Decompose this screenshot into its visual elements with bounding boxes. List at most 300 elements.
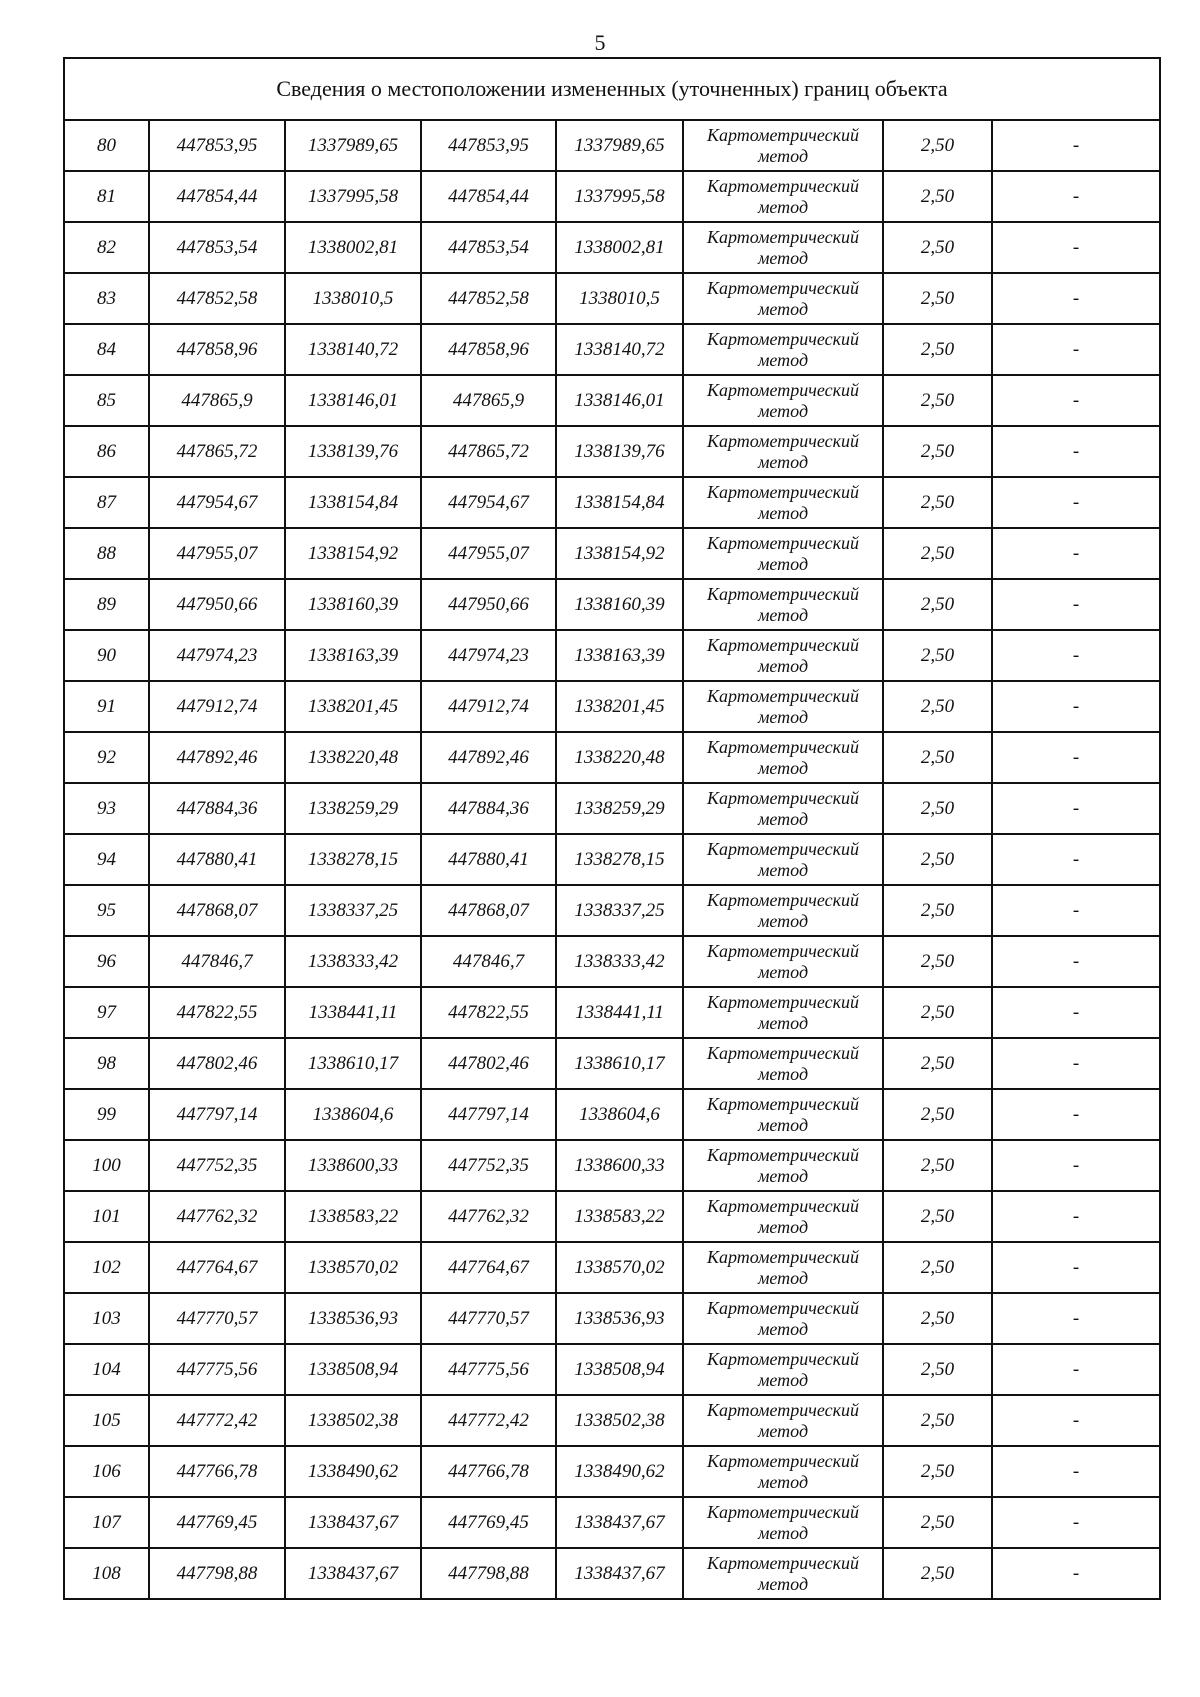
method-cell bbox=[683, 579, 883, 630]
new-x-cell: 447950,66 bbox=[421, 579, 556, 630]
table-row bbox=[64, 477, 1160, 528]
method-line-2: метод bbox=[757, 451, 809, 472]
accuracy-cell: 2,50 bbox=[883, 477, 992, 528]
point-number-cell: 100 bbox=[64, 1140, 149, 1191]
point-number-cell: 96 bbox=[64, 936, 149, 987]
new-y-cell: 1338002,81 bbox=[556, 222, 683, 273]
method-line-2: метод bbox=[757, 247, 809, 268]
accuracy-cell: 2,50 bbox=[883, 630, 992, 681]
point-number-cell: 92 bbox=[64, 732, 149, 783]
method-line-1: Картометрический bbox=[706, 1399, 859, 1420]
description-cell: - bbox=[992, 1446, 1160, 1497]
existing-y-cell: 1338490,62 bbox=[285, 1446, 421, 1497]
existing-y-cell: 1337995,58 bbox=[285, 171, 421, 222]
method-cell bbox=[683, 1242, 883, 1293]
existing-y-cell: 1338570,02 bbox=[285, 1242, 421, 1293]
new-y-cell: 1338154,84 bbox=[556, 477, 683, 528]
method-cell bbox=[683, 1293, 883, 1344]
point-number-cell: 108 bbox=[64, 1548, 149, 1599]
new-x-cell: 447822,55 bbox=[421, 987, 556, 1038]
existing-x-cell: 447884,36 bbox=[149, 783, 285, 834]
method-line-1: Картометрический bbox=[706, 328, 859, 349]
method-cell bbox=[683, 1344, 883, 1395]
existing-y-cell: 1338160,39 bbox=[285, 579, 421, 630]
accuracy-cell: 2,50 bbox=[883, 1446, 992, 1497]
existing-y-cell: 1338441,11 bbox=[285, 987, 421, 1038]
existing-y-cell: 1338610,17 bbox=[285, 1038, 421, 1089]
description-cell: - bbox=[992, 1038, 1160, 1089]
existing-x-cell: 447798,88 bbox=[149, 1548, 285, 1599]
existing-y-cell: 1338536,93 bbox=[285, 1293, 421, 1344]
existing-y-cell: 1338437,67 bbox=[285, 1548, 421, 1599]
table-row bbox=[64, 1293, 1160, 1344]
existing-x-cell: 447772,42 bbox=[149, 1395, 285, 1446]
description-cell: - bbox=[992, 732, 1160, 783]
accuracy-cell: 2,50 bbox=[883, 1089, 992, 1140]
point-number-cell: 85 bbox=[64, 375, 149, 426]
new-x-cell: 447762,32 bbox=[421, 1191, 556, 1242]
description-cell: - bbox=[992, 1344, 1160, 1395]
accuracy-cell: 2,50 bbox=[883, 222, 992, 273]
existing-x-cell: 447846,7 bbox=[149, 936, 285, 987]
method-cell bbox=[683, 477, 883, 528]
method-cell bbox=[683, 834, 883, 885]
point-number-cell: 105 bbox=[64, 1395, 149, 1446]
table-row bbox=[64, 732, 1160, 783]
existing-x-cell: 447770,57 bbox=[149, 1293, 285, 1344]
method-line-1: Картометрический bbox=[706, 889, 859, 910]
existing-x-cell: 447797,14 bbox=[149, 1089, 285, 1140]
existing-x-cell: 447865,72 bbox=[149, 426, 285, 477]
table-row bbox=[64, 120, 1160, 171]
existing-x-cell: 447769,45 bbox=[149, 1497, 285, 1548]
method-line-1: Картометрический bbox=[706, 1297, 859, 1318]
method-line-2: метод bbox=[757, 1471, 809, 1492]
new-x-cell: 447772,42 bbox=[421, 1395, 556, 1446]
new-x-cell: 447853,95 bbox=[421, 120, 556, 171]
new-y-cell: 1338536,93 bbox=[556, 1293, 683, 1344]
table-row bbox=[64, 1395, 1160, 1446]
method-line-2: метод bbox=[757, 145, 809, 166]
description-cell: - bbox=[992, 171, 1160, 222]
table-row bbox=[64, 681, 1160, 732]
existing-y-cell: 1338333,42 bbox=[285, 936, 421, 987]
method-line-2: метод bbox=[757, 1318, 809, 1339]
table-row bbox=[64, 1089, 1160, 1140]
new-x-cell: 447766,78 bbox=[421, 1446, 556, 1497]
method-cell bbox=[683, 273, 883, 324]
method-line-1: Картометрический bbox=[706, 1144, 859, 1165]
existing-x-cell: 447912,74 bbox=[149, 681, 285, 732]
accuracy-cell: 2,50 bbox=[883, 885, 992, 936]
description-cell: - bbox=[992, 120, 1160, 171]
existing-y-cell: 1338337,25 bbox=[285, 885, 421, 936]
accuracy-cell: 2,50 bbox=[883, 1497, 992, 1548]
description-cell: - bbox=[992, 579, 1160, 630]
method-line-1: Картометрический bbox=[706, 1348, 859, 1369]
new-y-cell: 1338333,42 bbox=[556, 936, 683, 987]
new-y-cell: 1338502,38 bbox=[556, 1395, 683, 1446]
table-row bbox=[64, 987, 1160, 1038]
method-cell bbox=[683, 681, 883, 732]
accuracy-cell: 2,50 bbox=[883, 1293, 992, 1344]
new-x-cell: 447955,07 bbox=[421, 528, 556, 579]
point-number-cell: 91 bbox=[64, 681, 149, 732]
accuracy-cell: 2,50 bbox=[883, 375, 992, 426]
existing-x-cell: 447954,67 bbox=[149, 477, 285, 528]
existing-x-cell: 447892,46 bbox=[149, 732, 285, 783]
new-x-cell: 447912,74 bbox=[421, 681, 556, 732]
point-number-cell: 101 bbox=[64, 1191, 149, 1242]
method-line-2: метод bbox=[757, 1165, 809, 1186]
new-x-cell: 447802,46 bbox=[421, 1038, 556, 1089]
new-x-cell: 447880,41 bbox=[421, 834, 556, 885]
existing-y-cell: 1338220,48 bbox=[285, 732, 421, 783]
table-row bbox=[64, 273, 1160, 324]
description-cell: - bbox=[992, 1191, 1160, 1242]
description-cell: - bbox=[992, 528, 1160, 579]
existing-y-cell: 1338154,84 bbox=[285, 477, 421, 528]
description-cell: - bbox=[992, 783, 1160, 834]
existing-y-cell: 1338259,29 bbox=[285, 783, 421, 834]
table-row bbox=[64, 579, 1160, 630]
method-line-1: Картометрический bbox=[706, 277, 859, 298]
accuracy-cell: 2,50 bbox=[883, 1344, 992, 1395]
method-line-2: метод bbox=[757, 655, 809, 676]
new-y-cell: 1338278,15 bbox=[556, 834, 683, 885]
description-cell: - bbox=[992, 885, 1160, 936]
point-number-cell: 104 bbox=[64, 1344, 149, 1395]
new-x-cell: 447954,67 bbox=[421, 477, 556, 528]
new-y-cell: 1338583,22 bbox=[556, 1191, 683, 1242]
new-y-cell: 1338437,67 bbox=[556, 1497, 683, 1548]
accuracy-cell: 2,50 bbox=[883, 579, 992, 630]
point-number-cell: 90 bbox=[64, 630, 149, 681]
method-line-2: метод bbox=[757, 706, 809, 727]
existing-y-cell: 1338600,33 bbox=[285, 1140, 421, 1191]
method-cell bbox=[683, 1446, 883, 1497]
point-number-cell: 98 bbox=[64, 1038, 149, 1089]
table-row bbox=[64, 885, 1160, 936]
method-line-1: Картометрический bbox=[706, 991, 859, 1012]
accuracy-cell: 2,50 bbox=[883, 1038, 992, 1089]
description-cell: - bbox=[992, 1242, 1160, 1293]
accuracy-cell: 2,50 bbox=[883, 324, 992, 375]
description-cell: - bbox=[992, 426, 1160, 477]
existing-y-cell: 1338502,38 bbox=[285, 1395, 421, 1446]
method-line-1: Картометрический bbox=[706, 124, 859, 145]
accuracy-cell: 2,50 bbox=[883, 1191, 992, 1242]
new-y-cell: 1338160,39 bbox=[556, 579, 683, 630]
method-cell bbox=[683, 528, 883, 579]
existing-x-cell: 447766,78 bbox=[149, 1446, 285, 1497]
new-y-cell: 1338508,94 bbox=[556, 1344, 683, 1395]
table-row bbox=[64, 528, 1160, 579]
existing-y-cell: 1338201,45 bbox=[285, 681, 421, 732]
existing-y-cell: 1338278,15 bbox=[285, 834, 421, 885]
method-line-1: Картометрический bbox=[706, 940, 859, 961]
point-number-cell: 84 bbox=[64, 324, 149, 375]
existing-x-cell: 447955,07 bbox=[149, 528, 285, 579]
existing-x-cell: 447868,07 bbox=[149, 885, 285, 936]
existing-x-cell: 447950,66 bbox=[149, 579, 285, 630]
method-line-1: Картометрический bbox=[706, 430, 859, 451]
new-y-cell: 1338610,17 bbox=[556, 1038, 683, 1089]
accuracy-cell: 2,50 bbox=[883, 987, 992, 1038]
new-y-cell: 1338154,92 bbox=[556, 528, 683, 579]
description-cell: - bbox=[992, 477, 1160, 528]
table-row bbox=[64, 1242, 1160, 1293]
accuracy-cell: 2,50 bbox=[883, 681, 992, 732]
point-number-cell: 103 bbox=[64, 1293, 149, 1344]
method-line-2: метод bbox=[757, 1420, 809, 1441]
method-line-2: метод bbox=[757, 1216, 809, 1237]
new-x-cell: 447752,35 bbox=[421, 1140, 556, 1191]
boundary-coordinates-table bbox=[63, 57, 1161, 1600]
method-line-1: Картометрический bbox=[706, 787, 859, 808]
page-number: 5 bbox=[594, 30, 606, 55]
method-line-2: метод bbox=[757, 1063, 809, 1084]
method-line-2: метод bbox=[757, 1573, 809, 1594]
new-y-cell: 1338220,48 bbox=[556, 732, 683, 783]
existing-x-cell: 447880,41 bbox=[149, 834, 285, 885]
accuracy-cell: 2,50 bbox=[883, 783, 992, 834]
description-cell: - bbox=[992, 1089, 1160, 1140]
new-y-cell: 1338600,33 bbox=[556, 1140, 683, 1191]
method-line-1: Картометрический bbox=[706, 481, 859, 502]
method-cell bbox=[683, 630, 883, 681]
existing-y-cell: 1338002,81 bbox=[285, 222, 421, 273]
existing-y-cell: 1338010,5 bbox=[285, 273, 421, 324]
table-row bbox=[64, 834, 1160, 885]
method-line-2: метод bbox=[757, 910, 809, 931]
new-x-cell: 447865,9 bbox=[421, 375, 556, 426]
point-number-cell: 107 bbox=[64, 1497, 149, 1548]
point-number-cell: 87 bbox=[64, 477, 149, 528]
method-cell bbox=[683, 375, 883, 426]
existing-y-cell: 1338154,92 bbox=[285, 528, 421, 579]
table-row bbox=[64, 426, 1160, 477]
table-row bbox=[64, 630, 1160, 681]
method-cell bbox=[683, 1140, 883, 1191]
existing-x-cell: 447852,58 bbox=[149, 273, 285, 324]
point-number-cell: 81 bbox=[64, 171, 149, 222]
new-y-cell: 1338490,62 bbox=[556, 1446, 683, 1497]
new-x-cell: 447884,36 bbox=[421, 783, 556, 834]
point-number-cell: 89 bbox=[64, 579, 149, 630]
new-x-cell: 447865,72 bbox=[421, 426, 556, 477]
table-row bbox=[64, 1548, 1160, 1599]
method-line-2: метод bbox=[757, 1369, 809, 1390]
method-line-2: метод bbox=[757, 298, 809, 319]
accuracy-cell: 2,50 bbox=[883, 171, 992, 222]
description-cell: - bbox=[992, 324, 1160, 375]
method-cell bbox=[683, 936, 883, 987]
existing-x-cell: 447802,46 bbox=[149, 1038, 285, 1089]
method-line-1: Картометрический bbox=[706, 838, 859, 859]
method-line-2: метод bbox=[757, 1522, 809, 1543]
new-x-cell: 447852,58 bbox=[421, 273, 556, 324]
accuracy-cell: 2,50 bbox=[883, 120, 992, 171]
table-row bbox=[64, 1191, 1160, 1242]
new-y-cell: 1338441,11 bbox=[556, 987, 683, 1038]
method-line-1: Картометрический bbox=[706, 685, 859, 706]
existing-y-cell: 1338604,6 bbox=[285, 1089, 421, 1140]
method-cell bbox=[683, 1191, 883, 1242]
table-row bbox=[64, 1038, 1160, 1089]
new-y-cell: 1338201,45 bbox=[556, 681, 683, 732]
method-line-1: Картометрический bbox=[706, 1195, 859, 1216]
new-y-cell: 1337995,58 bbox=[556, 171, 683, 222]
method-line-1: Картометрический bbox=[706, 532, 859, 553]
new-y-cell: 1338139,76 bbox=[556, 426, 683, 477]
table-row bbox=[64, 324, 1160, 375]
point-number-cell: 97 bbox=[64, 987, 149, 1038]
existing-x-cell: 447974,23 bbox=[149, 630, 285, 681]
point-number-cell: 88 bbox=[64, 528, 149, 579]
description-cell: - bbox=[992, 987, 1160, 1038]
point-number-cell: 99 bbox=[64, 1089, 149, 1140]
new-y-cell: 1338163,39 bbox=[556, 630, 683, 681]
new-y-cell: 1338010,5 bbox=[556, 273, 683, 324]
method-cell bbox=[683, 1089, 883, 1140]
new-y-cell: 1338146,01 bbox=[556, 375, 683, 426]
point-number-cell: 80 bbox=[64, 120, 149, 171]
accuracy-cell: 2,50 bbox=[883, 732, 992, 783]
existing-x-cell: 447853,95 bbox=[149, 120, 285, 171]
method-cell bbox=[683, 1497, 883, 1548]
method-cell bbox=[683, 222, 883, 273]
existing-y-cell: 1338583,22 bbox=[285, 1191, 421, 1242]
method-line-2: метод bbox=[757, 859, 809, 880]
method-cell bbox=[683, 171, 883, 222]
method-cell bbox=[683, 987, 883, 1038]
description-cell: - bbox=[992, 834, 1160, 885]
method-line-2: метод bbox=[757, 808, 809, 829]
existing-x-cell: 447858,96 bbox=[149, 324, 285, 375]
method-line-2: метод bbox=[757, 961, 809, 982]
new-x-cell: 447797,14 bbox=[421, 1089, 556, 1140]
method-line-2: метод bbox=[757, 757, 809, 778]
new-x-cell: 447892,46 bbox=[421, 732, 556, 783]
method-cell bbox=[683, 783, 883, 834]
existing-x-cell: 447775,56 bbox=[149, 1344, 285, 1395]
description-cell: - bbox=[992, 1293, 1160, 1344]
existing-y-cell: 1338146,01 bbox=[285, 375, 421, 426]
existing-y-cell: 1338163,39 bbox=[285, 630, 421, 681]
point-number-cell: 106 bbox=[64, 1446, 149, 1497]
description-cell: - bbox=[992, 936, 1160, 987]
method-line-1: Картометрический bbox=[706, 1042, 859, 1063]
existing-y-cell: 1338508,94 bbox=[285, 1344, 421, 1395]
method-line-2: метод bbox=[757, 349, 809, 370]
method-line-2: метод bbox=[757, 1012, 809, 1033]
method-line-1: Картометрический bbox=[706, 226, 859, 247]
accuracy-cell: 2,50 bbox=[883, 426, 992, 477]
method-line-2: метод bbox=[757, 604, 809, 625]
new-x-cell: 447764,67 bbox=[421, 1242, 556, 1293]
existing-x-cell: 447865,9 bbox=[149, 375, 285, 426]
method-cell bbox=[683, 885, 883, 936]
point-number-cell: 94 bbox=[64, 834, 149, 885]
method-line-1: Картометрический bbox=[706, 379, 859, 400]
accuracy-cell: 2,50 bbox=[883, 834, 992, 885]
new-x-cell: 447853,54 bbox=[421, 222, 556, 273]
description-cell: - bbox=[992, 1497, 1160, 1548]
existing-x-cell: 447762,32 bbox=[149, 1191, 285, 1242]
method-line-1: Картометрический bbox=[706, 634, 859, 655]
new-y-cell: 1338604,6 bbox=[556, 1089, 683, 1140]
existing-x-cell: 447854,44 bbox=[149, 171, 285, 222]
existing-x-cell: 447764,67 bbox=[149, 1242, 285, 1293]
accuracy-cell: 2,50 bbox=[883, 936, 992, 987]
table-row bbox=[64, 171, 1160, 222]
new-y-cell: 1338570,02 bbox=[556, 1242, 683, 1293]
method-line-1: Картометрический bbox=[706, 1552, 859, 1573]
table-row bbox=[64, 783, 1160, 834]
table-title-row bbox=[64, 58, 1160, 120]
method-cell bbox=[683, 426, 883, 477]
new-y-cell: 1338259,29 bbox=[556, 783, 683, 834]
method-line-1: Картометрический bbox=[706, 175, 859, 196]
existing-y-cell: 1338140,72 bbox=[285, 324, 421, 375]
method-cell bbox=[683, 1395, 883, 1446]
existing-y-cell: 1337989,65 bbox=[285, 120, 421, 171]
point-number-cell: 93 bbox=[64, 783, 149, 834]
method-cell bbox=[683, 1038, 883, 1089]
method-line-1: Картометрический bbox=[706, 1450, 859, 1471]
accuracy-cell: 2,50 bbox=[883, 1140, 992, 1191]
table-title: Сведения о местоположении измененных (уточненных) границ объекта bbox=[64, 58, 1160, 120]
method-cell bbox=[683, 120, 883, 171]
method-line-2: метод bbox=[757, 1114, 809, 1135]
method-line-1: Картометрический bbox=[706, 736, 859, 757]
description-cell: - bbox=[992, 1548, 1160, 1599]
accuracy-cell: 2,50 bbox=[883, 528, 992, 579]
point-number-cell: 86 bbox=[64, 426, 149, 477]
description-cell: - bbox=[992, 222, 1160, 273]
point-number-cell: 95 bbox=[64, 885, 149, 936]
description-cell: - bbox=[992, 630, 1160, 681]
description-cell: - bbox=[992, 1140, 1160, 1191]
description-cell: - bbox=[992, 1395, 1160, 1446]
accuracy-cell: 2,50 bbox=[883, 1395, 992, 1446]
new-x-cell: 447854,44 bbox=[421, 171, 556, 222]
existing-y-cell: 1338437,67 bbox=[285, 1497, 421, 1548]
new-x-cell: 447770,57 bbox=[421, 1293, 556, 1344]
table-row bbox=[64, 936, 1160, 987]
method-line-1: Картометрический bbox=[706, 1501, 859, 1522]
method-line-2: метод bbox=[757, 502, 809, 523]
new-y-cell: 1338140,72 bbox=[556, 324, 683, 375]
point-number-cell: 102 bbox=[64, 1242, 149, 1293]
accuracy-cell: 2,50 bbox=[883, 1242, 992, 1293]
method-cell bbox=[683, 732, 883, 783]
point-number-cell: 82 bbox=[64, 222, 149, 273]
method-cell bbox=[683, 1548, 883, 1599]
new-x-cell: 447775,56 bbox=[421, 1344, 556, 1395]
accuracy-cell: 2,50 bbox=[883, 1548, 992, 1599]
existing-y-cell: 1338139,76 bbox=[285, 426, 421, 477]
new-x-cell: 447846,7 bbox=[421, 936, 556, 987]
method-line-2: метод bbox=[757, 553, 809, 574]
method-line-2: метод bbox=[757, 1267, 809, 1288]
accuracy-cell: 2,50 bbox=[883, 273, 992, 324]
point-number-cell: 83 bbox=[64, 273, 149, 324]
method-line-2: метод bbox=[757, 196, 809, 217]
table-row bbox=[64, 1344, 1160, 1395]
new-y-cell: 1338337,25 bbox=[556, 885, 683, 936]
